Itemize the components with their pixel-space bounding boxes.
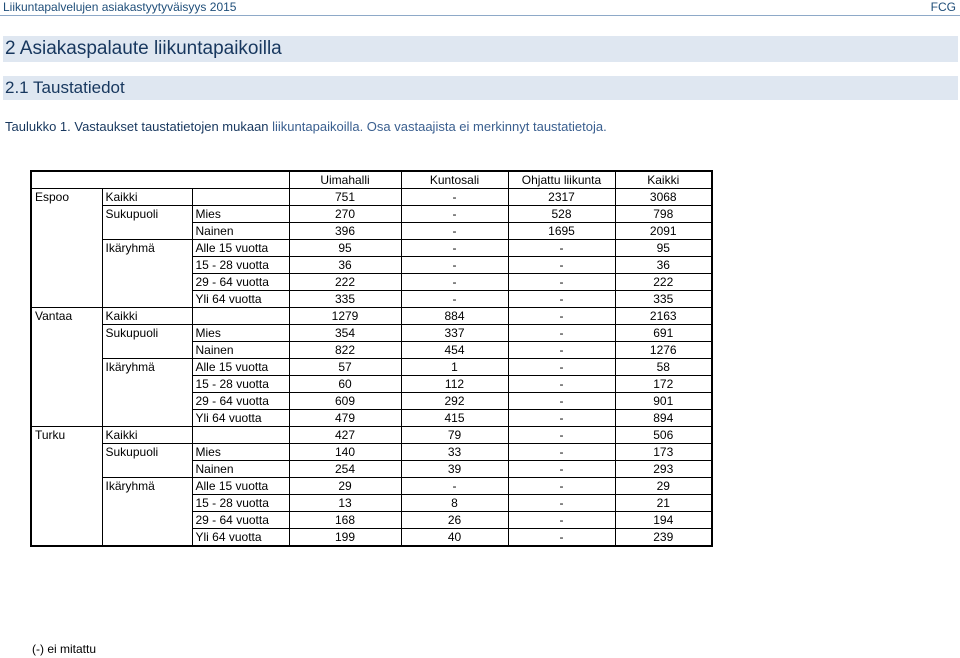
value-cell: - [508,325,615,342]
value-cell: 60 [289,376,401,393]
value-cell: 415 [401,410,508,427]
group-cell: Kaikki [102,189,192,206]
value-cell: - [401,478,508,495]
city-cell [31,478,102,495]
subgroup-cell: 29 - 64 vuotta [192,512,289,529]
city-cell: Vantaa [31,308,102,325]
city-cell [31,291,102,308]
group-cell [102,512,192,529]
city-cell [31,512,102,529]
table-row [31,529,712,547]
value-cell: 40 [401,529,508,547]
group-cell [102,393,192,410]
value-cell: 2091 [615,223,712,240]
page-header [0,0,960,16]
value-cell: - [401,206,508,223]
group-cell: Ikäryhmä [102,240,192,257]
group-cell: Sukupuoli [102,444,192,461]
city-cell [31,274,102,291]
value-cell: 254 [289,461,401,478]
table-row [31,274,712,291]
city-cell [31,393,102,410]
group-cell: Sukupuoli [102,325,192,342]
city-cell [31,495,102,512]
value-cell: - [508,410,615,427]
section-heading: 2 Asiakaspalaute liikuntapaikoilla [5,38,282,59]
group-cell: Kaikki [102,427,192,444]
report-title: Liikuntapalvelujen asiakastyytyväisyys 2015 [3,0,237,14]
value-cell: 39 [401,461,508,478]
value-cell: - [508,444,615,461]
value-cell: 270 [289,206,401,223]
column-header: Uimahalli [289,171,401,189]
table-row [31,359,712,376]
subgroup-cell: Nainen [192,223,289,240]
value-cell: 13 [289,495,401,512]
table-row [31,223,712,240]
value-cell: 2317 [508,189,615,206]
city-cell: Espoo [31,189,102,206]
group-cell: Ikäryhmä [102,478,192,495]
table-row [31,206,712,223]
value-cell: 3068 [615,189,712,206]
header-blank-cell [192,171,289,189]
table-row [31,291,712,308]
city-cell [31,461,102,478]
group-cell [102,495,192,512]
subsection-heading: 2.1 Taustatiedot [5,78,125,97]
value-cell: 454 [401,342,508,359]
value-cell: 199 [289,529,401,547]
city-cell [31,257,102,274]
value-cell: - [508,274,615,291]
value-cell: - [401,257,508,274]
value-cell: 95 [289,240,401,257]
value-cell: 79 [401,427,508,444]
value-cell: 1276 [615,342,712,359]
value-cell: - [508,427,615,444]
city-cell: Turku [31,427,102,444]
value-cell: - [508,308,615,325]
subgroup-cell: Nainen [192,342,289,359]
value-cell: - [508,291,615,308]
value-cell: - [508,240,615,257]
subgroup-cell [192,427,289,444]
group-cell [102,376,192,393]
value-cell: 29 [615,478,712,495]
subgroup-cell: 15 - 28 vuotta [192,495,289,512]
value-cell: - [508,342,615,359]
city-cell [31,376,102,393]
subgroup-cell: Yli 64 vuotta [192,410,289,427]
value-cell: 33 [401,444,508,461]
value-cell: - [508,257,615,274]
group-cell [102,291,192,308]
value-cell: 194 [615,512,712,529]
group-cell [102,257,192,274]
caption-text: liikuntapaikoilla. Osa vastaajista ei merkinnyt taustatietoja. [268,119,607,134]
value-cell: - [401,291,508,308]
value-cell: 173 [615,444,712,461]
respondent-table [30,170,713,547]
caption-label: Taulukko 1. Vastaukset taustatietojen mukaan [5,119,269,134]
value-cell: 57 [289,359,401,376]
table-row [31,444,712,461]
subgroup-cell: Nainen [192,461,289,478]
value-cell: 337 [401,325,508,342]
city-cell [31,359,102,376]
value-cell: 691 [615,325,712,342]
value-cell: 609 [289,393,401,410]
value-cell: - [508,393,615,410]
value-cell: - [401,274,508,291]
city-cell [31,342,102,359]
value-cell: 222 [289,274,401,291]
value-cell: 528 [508,206,615,223]
value-cell: 894 [615,410,712,427]
group-cell [102,342,192,359]
subgroup-cell: Mies [192,325,289,342]
value-cell: - [508,376,615,393]
table-row [31,410,712,427]
value-cell: 36 [615,257,712,274]
group-cell [102,274,192,291]
subgroup-cell: Mies [192,444,289,461]
city-cell [31,223,102,240]
value-cell: 354 [289,325,401,342]
value-cell: 168 [289,512,401,529]
value-cell: 140 [289,444,401,461]
table-row [31,495,712,512]
value-cell: 58 [615,359,712,376]
city-cell [31,325,102,342]
value-cell: 172 [615,376,712,393]
city-cell [31,529,102,547]
value-cell: 112 [401,376,508,393]
column-header: Kaikki [615,171,712,189]
value-cell: 427 [289,427,401,444]
table-row [31,240,712,257]
value-cell: 335 [615,291,712,308]
value-cell: 36 [289,257,401,274]
value-cell: 293 [615,461,712,478]
subgroup-cell: Yli 64 vuotta [192,529,289,547]
value-cell: 95 [615,240,712,257]
column-header: Kuntosali [401,171,508,189]
city-cell [31,444,102,461]
value-cell: 2163 [615,308,712,325]
value-cell: 884 [401,308,508,325]
group-cell [102,461,192,478]
value-cell: 798 [615,206,712,223]
heading2-band [3,76,958,100]
group-cell: Sukupuoli [102,206,192,223]
value-cell: 396 [289,223,401,240]
value-cell: 29 [289,478,401,495]
value-cell: - [401,223,508,240]
table-row [31,325,712,342]
table-row [31,478,712,495]
subgroup-cell [192,189,289,206]
subgroup-cell: 15 - 28 vuotta [192,257,289,274]
value-cell: - [508,359,615,376]
value-cell: - [401,189,508,206]
value-cell: 822 [289,342,401,359]
value-cell: 506 [615,427,712,444]
group-cell [102,529,192,547]
table-row [31,393,712,410]
value-cell: 335 [289,291,401,308]
table-row [31,512,712,529]
value-cell: - [508,461,615,478]
table-row [31,308,712,325]
subgroup-cell: 29 - 64 vuotta [192,274,289,291]
value-cell: - [401,240,508,257]
brand-label: FCG [930,0,956,14]
value-cell: 26 [401,512,508,529]
value-cell: 1695 [508,223,615,240]
value-cell: 239 [615,529,712,547]
subgroup-cell: 15 - 28 vuotta [192,376,289,393]
subgroup-cell: Alle 15 vuotta [192,478,289,495]
group-cell: Ikäryhmä [102,359,192,376]
header-blank-cell [102,171,192,189]
value-cell: - [508,529,615,547]
value-cell: 1 [401,359,508,376]
value-cell: 479 [289,410,401,427]
table-row [31,427,712,444]
subgroup-cell: Alle 15 vuotta [192,359,289,376]
city-cell [31,410,102,427]
header-divider [0,15,960,16]
value-cell: 222 [615,274,712,291]
group-cell [102,223,192,240]
table-row [31,189,712,206]
value-cell: 8 [401,495,508,512]
column-header: Ohjattu liikunta [508,171,615,189]
value-cell: 1279 [289,308,401,325]
value-cell: - [508,478,615,495]
city-cell [31,206,102,223]
subgroup-cell: Mies [192,206,289,223]
group-cell [102,410,192,427]
value-cell: - [508,512,615,529]
table-header-row [31,171,712,189]
group-cell: Kaikki [102,308,192,325]
subgroup-cell: 29 - 64 vuotta [192,393,289,410]
value-cell: 292 [401,393,508,410]
value-cell: 901 [615,393,712,410]
city-cell [31,240,102,257]
table-caption [5,119,607,134]
footnote: (-) ei mitattu [32,642,97,656]
value-cell: - [508,495,615,512]
table-row [31,257,712,274]
value-cell: 21 [615,495,712,512]
subgroup-cell: Alle 15 vuotta [192,240,289,257]
value-cell: 751 [289,189,401,206]
table-row [31,376,712,393]
subgroup-cell: Yli 64 vuotta [192,291,289,308]
table-row [31,342,712,359]
header-blank-cell [31,171,102,189]
table-row [31,461,712,478]
subgroup-cell [192,308,289,325]
